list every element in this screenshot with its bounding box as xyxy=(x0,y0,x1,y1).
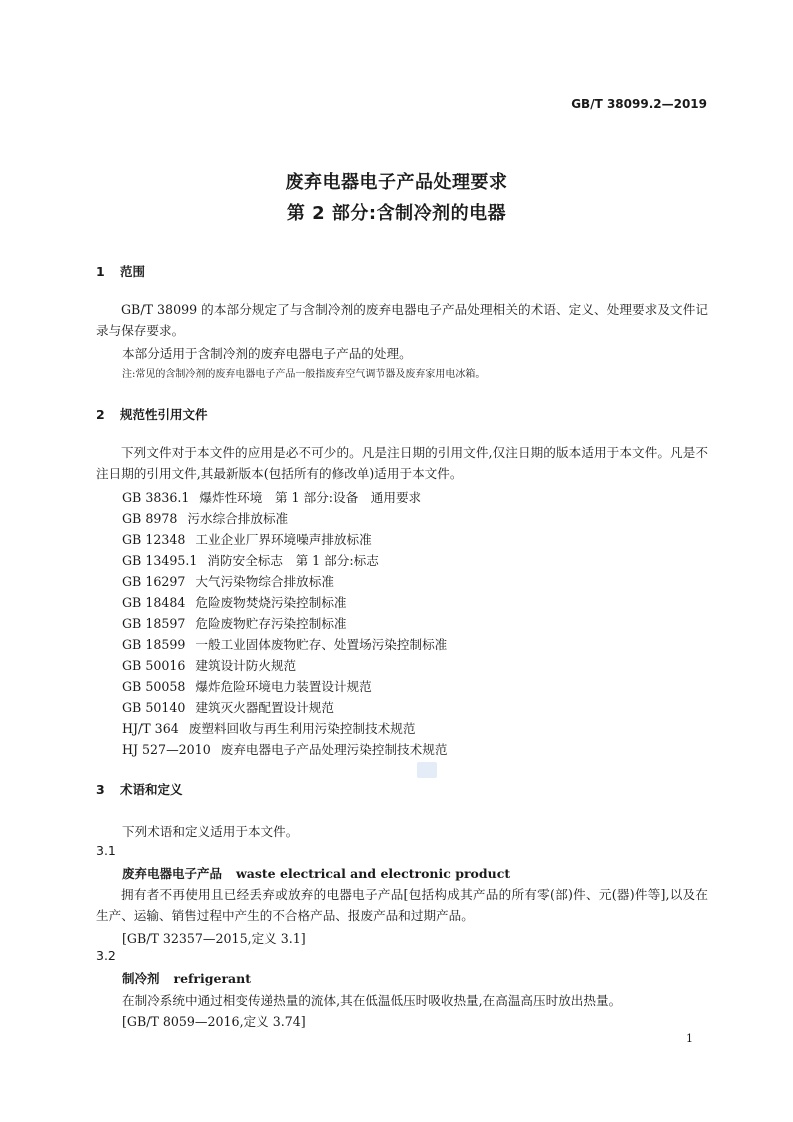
reference-name: 大气污染物综合排放标准 xyxy=(195,574,334,589)
document-title: 废弃电器电子产品处理要求 xyxy=(285,172,508,193)
terms-intro: 下列术语和定义适用于本文件。 xyxy=(122,824,299,839)
reference-code: GB 8978 xyxy=(122,511,178,526)
reference-item xyxy=(122,655,296,674)
term-en: waste electrical and electronic product xyxy=(236,866,511,881)
scope-applicability: 本部分适用于含制冷剂的废弃电器电子产品的处理。 xyxy=(122,346,412,361)
reference-code: GB 50140 xyxy=(122,700,186,715)
reference-item xyxy=(122,739,447,758)
section-number: 1 xyxy=(96,264,105,279)
reference-item xyxy=(122,697,334,716)
reference-item xyxy=(122,676,372,695)
reference-item xyxy=(122,634,447,653)
term-source: [GB/T 8059—2016,定义 3.74] xyxy=(122,1014,306,1029)
reference-code: GB 18599 xyxy=(122,637,186,652)
reference-name: 危险废物焚烧污染控制标准 xyxy=(195,595,347,610)
reference-item xyxy=(122,592,347,611)
references-intro: 下列文件对于本文件的应用是必不可少的。凡是注日期的引用文件,仅注日期的版本适用于本文件。凡是不注日期的引用文件,其最新版本(包括所有的修改单)适用于本文件。 xyxy=(96,445,708,481)
reference-code: GB 16297 xyxy=(122,574,186,589)
reference-code: GB 18484 xyxy=(122,595,186,610)
section-title: 范围 xyxy=(120,264,146,279)
reference-name: 废塑料回收与再生利用污染控制技术规范 xyxy=(188,721,416,736)
reference-item xyxy=(122,508,288,527)
reference-code: GB 50016 xyxy=(122,658,186,673)
term-definition: 在制冷系统中通过相变传递热量的流体,其在低温低压时吸收热量,在高温高压时放出热量。 xyxy=(122,993,622,1008)
term-source: [GB/T 32357—2015,定义 3.1] xyxy=(122,931,306,946)
scope-note: 注:常见的含制冷剂的废弃电器电子产品一般指废弃空气调节器及废弃家用电冰箱。 xyxy=(122,369,486,380)
term-heading xyxy=(122,969,251,987)
page-number: 1 xyxy=(686,1032,693,1045)
scope-paragraph: GB/T 38099 的本部分规定了与含制冷剂的废弃电器电子产品处理相关的术语、定义、处理要求及文件记录与保存要求。 xyxy=(96,302,708,338)
reference-code: GB 12348 xyxy=(122,532,186,547)
reference-name: 消防安全标志 第 1 部分:标志 xyxy=(207,553,379,568)
reference-name: 爆炸性环境 第 1 部分:设备 通用要求 xyxy=(199,490,422,505)
reference-code: HJ 527—2010 xyxy=(122,742,211,757)
reference-item xyxy=(122,571,334,590)
section-heading-terms-and-definitions xyxy=(96,780,183,798)
reference-name: 一般工业固体废物贮存、处置场污染控制标准 xyxy=(195,637,448,652)
reference-name: 废弃电器电子产品处理污染控制技术规范 xyxy=(220,742,448,757)
section-number: 3 xyxy=(96,782,105,797)
reference-name: 建筑灭火器配置设计规范 xyxy=(195,700,334,715)
reference-name: 污水综合排放标准 xyxy=(187,511,289,526)
section-title: 术语和定义 xyxy=(120,782,183,797)
section-number: 2 xyxy=(96,407,105,422)
reference-name: 危险废物贮存污染控制标准 xyxy=(195,616,347,631)
reference-item xyxy=(122,550,379,569)
reference-item xyxy=(122,718,415,737)
section-title: 规范性引用文件 xyxy=(120,407,208,422)
term-zh: 制冷剂 xyxy=(122,971,160,986)
term-en: refrigerant xyxy=(173,971,252,986)
watermark-logo-icon xyxy=(417,762,437,778)
term-number: 3.1 xyxy=(96,843,116,858)
standard-code: GB/T 38099.2—2019 xyxy=(571,97,707,111)
reference-name: 爆炸危险环境电力装置设计规范 xyxy=(195,679,372,694)
reference-code: HJ/T 364 xyxy=(122,721,179,736)
reference-item xyxy=(122,487,421,506)
term-heading xyxy=(122,864,510,882)
section-heading-normative-references xyxy=(96,405,208,423)
reference-code: GB 13495.1 xyxy=(122,553,198,568)
reference-item xyxy=(122,529,372,548)
document-subtitle: 第 2 部分:含制冷剂的电器 xyxy=(286,203,507,224)
term-definition: 拥有者不再使用且已经丢弃或放弃的电器电子产品[包括构成其产品的所有零(部)件、元(器)件等],以及在生产、运输、销售过程中产生的不合格产品、报废产品和过期产品。 xyxy=(96,887,708,923)
reference-code: GB 3836.1 xyxy=(122,490,190,505)
term-zh: 废弃电器电子产品 xyxy=(122,866,223,881)
section-heading-scope xyxy=(96,262,145,280)
reference-item xyxy=(122,613,347,632)
reference-code: GB 50058 xyxy=(122,679,186,694)
reference-code: GB 18597 xyxy=(122,616,186,631)
reference-name: 工业企业厂界环境噪声排放标准 xyxy=(195,532,372,547)
term-number: 3.2 xyxy=(96,948,116,963)
reference-name: 建筑设计防火规范 xyxy=(195,658,297,673)
